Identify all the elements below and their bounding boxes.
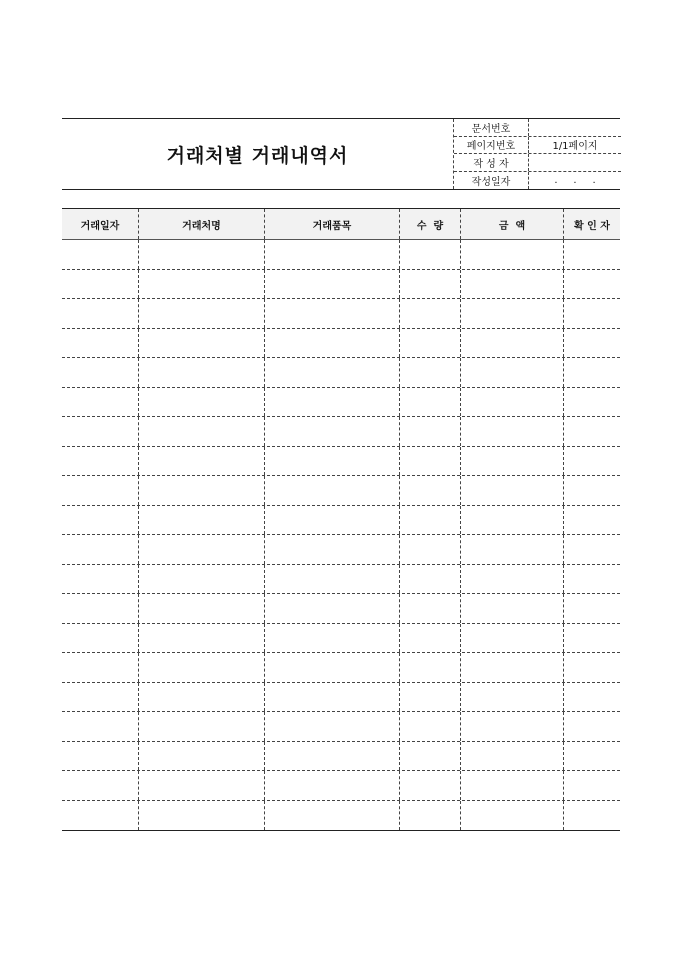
table-cell[interactable]	[62, 535, 139, 564]
table-cell[interactable]	[461, 270, 564, 299]
table-cell[interactable]	[461, 801, 564, 831]
table-cell[interactable]	[139, 240, 265, 269]
table-row	[62, 506, 620, 536]
table-cell[interactable]	[265, 476, 400, 505]
table-cell[interactable]	[400, 801, 461, 831]
table-row	[62, 329, 620, 359]
table-cell[interactable]	[400, 240, 461, 269]
table-cell[interactable]	[564, 801, 620, 831]
table-cell[interactable]	[400, 712, 461, 741]
column-header-confirmer: 확 인 자	[574, 220, 610, 232]
table-cell[interactable]	[265, 270, 400, 299]
document-info-box	[453, 119, 621, 189]
table-cell[interactable]	[564, 683, 620, 712]
table-cell[interactable]	[400, 476, 461, 505]
table-cell[interactable]	[461, 358, 564, 387]
info-value	[529, 154, 621, 171]
table-cell[interactable]	[139, 565, 265, 594]
table-cell[interactable]	[62, 506, 139, 535]
table-cell[interactable]	[62, 476, 139, 505]
table-body	[62, 240, 620, 830]
table-cell[interactable]	[139, 594, 265, 623]
table-cell[interactable]	[265, 801, 400, 831]
transaction-table	[62, 208, 620, 831]
table-row	[62, 270, 620, 300]
table-cell[interactable]	[265, 240, 400, 269]
table-cell[interactable]	[265, 506, 400, 535]
table-cell[interactable]	[461, 742, 564, 771]
table-row	[62, 771, 620, 801]
table-cell[interactable]	[62, 388, 139, 417]
table-cell[interactable]	[564, 506, 620, 535]
table-cell[interactable]	[461, 476, 564, 505]
info-value: 1/1페이지	[552, 141, 598, 153]
table-cell[interactable]	[461, 594, 564, 623]
table-row	[62, 299, 620, 329]
table-cell[interactable]	[62, 742, 139, 771]
table-cell[interactable]	[265, 771, 400, 800]
table-cell[interactable]	[461, 240, 564, 269]
table-cell[interactable]	[265, 653, 400, 682]
table-cell[interactable]	[461, 683, 564, 712]
table-cell[interactable]	[62, 624, 139, 653]
table-row	[62, 712, 620, 742]
table-cell[interactable]	[400, 417, 461, 446]
table-cell[interactable]	[564, 712, 620, 741]
table-cell[interactable]	[265, 712, 400, 741]
table-row	[62, 624, 620, 654]
table-row	[62, 742, 620, 772]
table-cell[interactable]	[265, 299, 400, 328]
table-cell[interactable]	[139, 653, 265, 682]
table-cell[interactable]	[62, 683, 139, 712]
table-cell[interactable]	[62, 299, 139, 328]
column-header-item: 거래품목	[265, 209, 400, 239]
table-cell[interactable]	[62, 801, 139, 831]
table-cell[interactable]	[139, 417, 265, 446]
table-cell[interactable]	[461, 712, 564, 741]
table-cell[interactable]	[139, 388, 265, 417]
table-cell[interactable]	[139, 358, 265, 387]
table-cell[interactable]	[461, 329, 564, 358]
table-cell[interactable]	[265, 417, 400, 446]
table-row	[62, 240, 620, 270]
table-cell[interactable]	[265, 329, 400, 358]
table-cell[interactable]	[564, 299, 620, 328]
table-cell[interactable]	[400, 299, 461, 328]
page-title: 거래처별 거래내역서	[166, 144, 349, 167]
table-cell[interactable]	[62, 594, 139, 623]
table-row	[62, 388, 620, 418]
table-cell[interactable]	[564, 771, 620, 800]
table-cell[interactable]	[400, 594, 461, 623]
table-cell[interactable]	[62, 358, 139, 387]
table-row	[62, 358, 620, 388]
table-cell[interactable]	[400, 653, 461, 682]
table-cell[interactable]	[62, 270, 139, 299]
column-header-date: 거래일자	[62, 209, 139, 239]
table-cell[interactable]	[139, 535, 265, 564]
table-row	[62, 683, 620, 713]
table-cell[interactable]	[400, 506, 461, 535]
table-row	[62, 447, 620, 477]
column-header-quantity: 수 량	[400, 209, 461, 239]
column-header-amount: 금 액	[461, 209, 564, 239]
table-cell[interactable]	[400, 624, 461, 653]
info-label: 작 성 자	[454, 154, 529, 171]
table-row	[62, 653, 620, 683]
table-row	[62, 801, 620, 831]
table-cell[interactable]	[461, 624, 564, 653]
table-cell[interactable]	[564, 329, 620, 358]
table-cell[interactable]	[139, 329, 265, 358]
table-cell[interactable]	[564, 417, 620, 446]
table-cell[interactable]	[265, 742, 400, 771]
table-cell[interactable]	[265, 565, 400, 594]
table-cell[interactable]	[461, 299, 564, 328]
table-row	[62, 565, 620, 595]
table-cell[interactable]	[62, 417, 139, 446]
table-cell[interactable]	[461, 535, 564, 564]
table-cell[interactable]	[139, 771, 265, 800]
table-cell[interactable]	[564, 624, 620, 653]
info-label: 작성일자	[454, 172, 529, 190]
table-cell[interactable]	[265, 624, 400, 653]
table-cell[interactable]	[62, 329, 139, 358]
table-cell[interactable]	[139, 506, 265, 535]
table-cell[interactable]	[400, 771, 461, 800]
table-cell[interactable]	[564, 447, 620, 476]
table-cell[interactable]	[62, 447, 139, 476]
table-row	[62, 594, 620, 624]
table-cell[interactable]	[461, 506, 564, 535]
column-header-client: 거래처명	[139, 209, 265, 239]
table-cell[interactable]	[265, 594, 400, 623]
table-cell[interactable]	[461, 447, 564, 476]
table-cell[interactable]	[265, 388, 400, 417]
table-cell[interactable]	[564, 388, 620, 417]
table-cell[interactable]	[564, 476, 620, 505]
table-cell[interactable]	[265, 358, 400, 387]
table-cell[interactable]	[62, 565, 139, 594]
table-cell[interactable]	[564, 240, 620, 269]
table-cell[interactable]	[400, 447, 461, 476]
table-cell[interactable]	[400, 270, 461, 299]
table-cell[interactable]	[265, 535, 400, 564]
info-row-page-number	[454, 137, 621, 155]
table-cell[interactable]	[62, 240, 139, 269]
table-cell[interactable]	[564, 270, 620, 299]
table-cell[interactable]	[265, 683, 400, 712]
info-value: . . .	[554, 174, 596, 186]
table-row	[62, 476, 620, 506]
table-cell[interactable]	[139, 712, 265, 741]
table-cell[interactable]	[139, 742, 265, 771]
info-label: 문서번호	[454, 119, 529, 136]
table-cell[interactable]	[564, 565, 620, 594]
table-cell[interactable]	[139, 624, 265, 653]
info-row-author	[454, 154, 621, 172]
table-cell[interactable]	[139, 270, 265, 299]
table-cell[interactable]	[62, 712, 139, 741]
info-row-date	[454, 172, 621, 190]
table-cell[interactable]	[461, 388, 564, 417]
table-cell[interactable]	[400, 388, 461, 417]
table-cell[interactable]	[400, 565, 461, 594]
table-cell[interactable]	[400, 742, 461, 771]
table-cell[interactable]	[139, 683, 265, 712]
table-cell[interactable]	[564, 358, 620, 387]
table-cell[interactable]	[400, 329, 461, 358]
table-cell[interactable]	[461, 653, 564, 682]
document-header	[62, 118, 620, 190]
table-header	[62, 209, 620, 240]
table-cell[interactable]	[139, 447, 265, 476]
table-cell[interactable]	[564, 653, 620, 682]
info-value	[529, 119, 621, 136]
info-label: 페이지번호	[454, 137, 529, 154]
table-cell[interactable]	[564, 594, 620, 623]
table-cell[interactable]	[564, 742, 620, 771]
table-cell[interactable]	[400, 358, 461, 387]
table-cell[interactable]	[139, 299, 265, 328]
table-cell[interactable]	[62, 653, 139, 682]
table-cell[interactable]	[400, 683, 461, 712]
table-row	[62, 417, 620, 447]
table-cell[interactable]	[400, 535, 461, 564]
table-cell[interactable]	[461, 565, 564, 594]
table-cell[interactable]	[564, 535, 620, 564]
table-cell[interactable]	[139, 801, 265, 831]
document-page	[62, 118, 620, 232]
table-cell[interactable]	[265, 447, 400, 476]
table-cell[interactable]	[461, 417, 564, 446]
table-cell[interactable]	[139, 476, 265, 505]
table-cell[interactable]	[62, 771, 139, 800]
info-row-doc-number	[454, 119, 621, 137]
table-cell[interactable]	[461, 771, 564, 800]
table-row	[62, 535, 620, 565]
